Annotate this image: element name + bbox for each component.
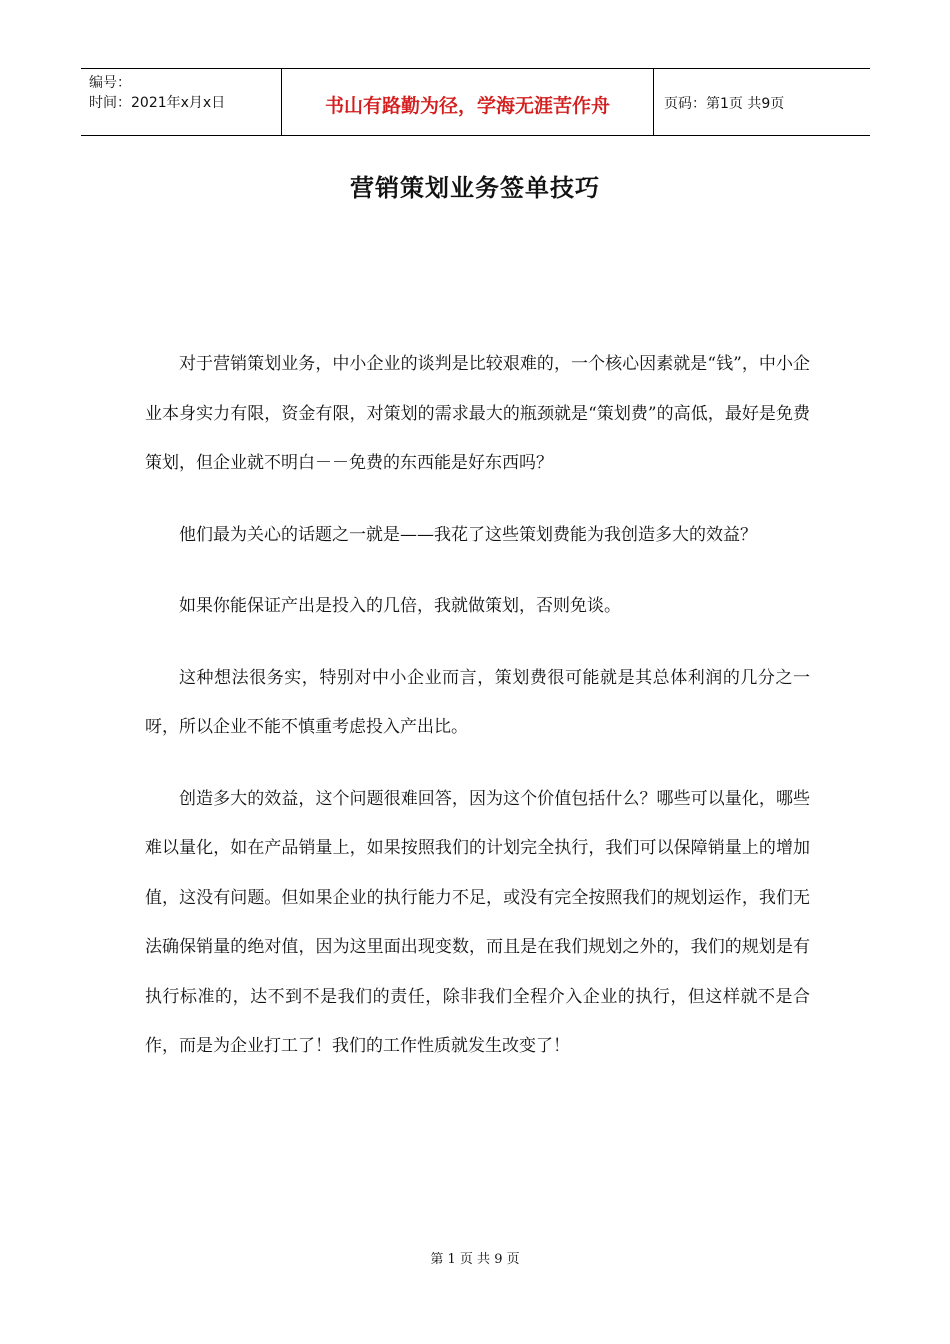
header-meta xyxy=(81,69,282,135)
paragraph: 他们最为关心的话题之一就是——我花了这些策划费能为我创造多大的效益？ xyxy=(179,524,757,545)
document-date: 时间：2021年x月x日 xyxy=(89,95,226,111)
document-number-label: 编号： xyxy=(89,75,131,91)
document-title: 营销策划业务签单技巧 xyxy=(350,174,600,202)
paragraph: 创造多大的效益，这个问题很难回答，因为这个价值包括什么？哪些可以量化，哪些难以量化，如在产品销量上，如果按照我们的计划完全执行，我们可以保障销量上的增加值，这没有问题。但如果企业的执行能力不足，或没有完全按照我们的规划运作，我们无法确保销量的绝对值，因为这里面出现变数，而且是在我们规划之外的，我们的规划是有执行标准的，达不到不是我们的责任，除非我们全程介入企业的执行，但这样就不是合作，而是为企业打工了！我们的工作性质就发生改变了！ xyxy=(145,788,810,1056)
document-body xyxy=(145,340,810,1094)
paragraph: 对于营销策划业务，中小企业的谈判是比较艰难的，一个核心因素就是“钱”，中小企业本身实力有限，资金有限，对策划的需求最大的瓶颈就是“策划费”的高低，最好是免费策划，但企业就不明白－－免费的东西能是好东西吗？ xyxy=(145,354,810,473)
page-footer: 第 1 页 共 9 页 xyxy=(430,1252,520,1267)
header-page-info: 页码：第1页 共9页 xyxy=(664,96,785,112)
header-motto: 书山有路勤为径，学海无涯苦作舟 xyxy=(282,69,654,135)
document-header xyxy=(81,68,870,136)
paragraph: 这种想法很务实，特别对中小企业而言，策划费很可能就是其总体利润的几分之一呀，所以企业不能不慎重考虑投入产出比。 xyxy=(145,667,810,737)
paragraph: 如果你能保证产出是投入的几倍，我就做策划，否则免谈。 xyxy=(179,596,621,616)
